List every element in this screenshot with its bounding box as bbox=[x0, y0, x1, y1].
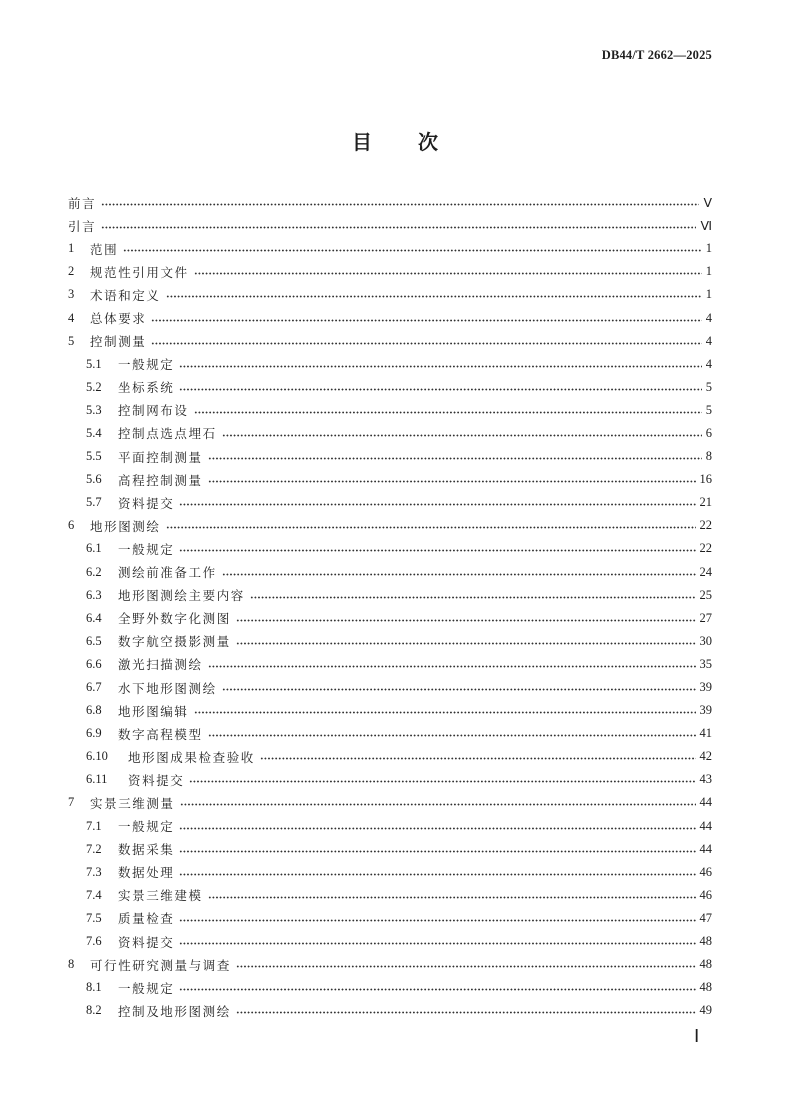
dot-leader bbox=[194, 711, 696, 714]
toc-entry-page: 46 bbox=[699, 887, 712, 902]
dot-leader bbox=[101, 203, 699, 206]
toc-entry-number: 8 bbox=[68, 957, 75, 972]
toc-entry-page: 4 bbox=[705, 356, 712, 371]
dot-leader bbox=[236, 965, 695, 968]
table-of-contents bbox=[68, 191, 712, 1022]
dot-leader bbox=[166, 295, 702, 298]
dot-leader bbox=[179, 942, 695, 945]
toc-entry-title: 一般规定 bbox=[118, 980, 175, 996]
toc-entry bbox=[68, 861, 712, 884]
toc-entry-title: 地形图测绘主要内容 bbox=[118, 588, 245, 604]
toc-entry-title: 平面控制测量 bbox=[118, 449, 203, 465]
toc-entry-number: 6.11 bbox=[86, 772, 108, 787]
toc-entry bbox=[68, 561, 712, 584]
dot-leader bbox=[208, 896, 696, 899]
toc-entry-number: 5.2 bbox=[86, 379, 102, 394]
toc-entry-page: 4 bbox=[705, 310, 712, 325]
toc-entry-page: 21 bbox=[699, 495, 712, 510]
dot-leader bbox=[222, 688, 696, 691]
toc-entry-number: 2 bbox=[68, 264, 75, 279]
toc-entry-number: 6.9 bbox=[86, 726, 102, 741]
toc-entry bbox=[68, 976, 712, 999]
toc-entry bbox=[68, 999, 712, 1022]
dot-leader bbox=[260, 757, 696, 760]
toc-entry bbox=[68, 491, 712, 514]
dot-leader bbox=[236, 642, 696, 645]
toc-entry-number: 5.7 bbox=[86, 495, 102, 510]
dot-leader bbox=[179, 827, 695, 830]
toc-entry bbox=[68, 653, 712, 676]
toc-entry bbox=[68, 468, 712, 491]
toc-entry bbox=[68, 768, 712, 791]
toc-entry-page: 6 bbox=[705, 425, 712, 440]
toc-entry-title: 一般规定 bbox=[118, 357, 175, 373]
toc-entry-page: 47 bbox=[699, 910, 712, 925]
toc-entry-number: 5.1 bbox=[86, 356, 102, 371]
toc-entry-number: 6 bbox=[68, 518, 75, 533]
toc-entry bbox=[68, 884, 712, 907]
dot-leader bbox=[179, 988, 695, 991]
dot-leader bbox=[151, 342, 701, 345]
toc-entry-title: 引言 bbox=[68, 218, 97, 234]
dot-leader bbox=[194, 411, 702, 414]
toc-entry-number: 6.4 bbox=[86, 610, 102, 625]
toc-entry-page: 25 bbox=[699, 587, 712, 602]
toc-entry-title: 范围 bbox=[90, 241, 119, 257]
dot-leader bbox=[179, 919, 695, 922]
toc-entry-title: 总体要求 bbox=[90, 311, 147, 327]
toc-entry bbox=[68, 791, 712, 814]
toc-entry-number: 7.3 bbox=[86, 864, 102, 879]
toc-entry-number: 3 bbox=[68, 287, 75, 302]
toc-entry-title: 实景三维测量 bbox=[90, 795, 175, 811]
toc-entry bbox=[68, 376, 712, 399]
toc-entry-page: 35 bbox=[699, 656, 712, 671]
toc-entry-number: 6.10 bbox=[86, 749, 108, 764]
toc-entry bbox=[68, 907, 712, 930]
toc-entry bbox=[68, 838, 712, 861]
toc-entry-number: 7.6 bbox=[86, 934, 102, 949]
toc-entry-number: 8.2 bbox=[86, 1003, 102, 1018]
toc-entry-number: 6.7 bbox=[86, 680, 102, 695]
toc-entry-number: 7 bbox=[68, 795, 75, 810]
toc-entry-number: 5.3 bbox=[86, 402, 102, 417]
toc-entry-title: 坐标系统 bbox=[118, 380, 175, 396]
dot-leader bbox=[101, 226, 696, 229]
toc-entry-number: 7.2 bbox=[86, 841, 102, 856]
toc-entry-title: 一般规定 bbox=[118, 541, 175, 557]
dot-leader bbox=[179, 850, 695, 853]
toc-entry bbox=[68, 330, 712, 353]
dot-leader bbox=[123, 249, 702, 252]
footer-page-number: Ⅰ bbox=[694, 1026, 700, 1046]
dot-leader bbox=[180, 803, 696, 806]
dot-leader bbox=[179, 549, 695, 552]
toc-entry-page: 49 bbox=[699, 1003, 712, 1018]
toc-entry-page: 48 bbox=[699, 957, 712, 972]
toc-entry-number: 6.5 bbox=[86, 633, 102, 648]
toc-entry-number: 6.1 bbox=[86, 541, 102, 556]
toc-entry bbox=[68, 676, 712, 699]
toc-entry-number: 1 bbox=[68, 241, 75, 256]
toc-entry-page: 22 bbox=[699, 518, 712, 533]
toc-entry-number: 8.1 bbox=[86, 980, 102, 995]
dot-leader bbox=[194, 272, 702, 275]
dot-leader bbox=[166, 526, 696, 529]
dot-leader bbox=[189, 780, 695, 783]
document-number: DB44/T 2662—2025 bbox=[601, 48, 712, 62]
dot-leader bbox=[151, 319, 701, 322]
toc-entry-page: 8 bbox=[705, 449, 712, 464]
toc-entry-title: 地形图测绘 bbox=[90, 518, 161, 534]
toc-entry-number: 6.3 bbox=[86, 587, 102, 602]
toc-entry-title: 数字高程模型 bbox=[118, 726, 203, 742]
toc-entry-page: 4 bbox=[705, 333, 712, 348]
toc-entry-page: Ⅵ bbox=[700, 218, 712, 233]
toc-entry-page: 48 bbox=[699, 980, 712, 995]
toc-entry-title: 一般规定 bbox=[118, 819, 175, 835]
toc-entry-title: 前言 bbox=[68, 195, 97, 211]
toc-entry bbox=[68, 422, 712, 445]
toc-entry-title: 测绘前准备工作 bbox=[118, 565, 217, 581]
dot-leader bbox=[179, 873, 695, 876]
toc-entry-page: 1 bbox=[705, 241, 712, 256]
toc-entry-title: 数据处理 bbox=[118, 865, 175, 881]
toc-entry-title: 高程控制测量 bbox=[118, 472, 203, 488]
toc-entry bbox=[68, 283, 712, 306]
toc-entry bbox=[68, 260, 712, 283]
toc-entry-title: 规范性引用文件 bbox=[90, 264, 189, 280]
toc-entry-title: 资料提交 bbox=[118, 934, 175, 950]
toc-entry-title: 资料提交 bbox=[118, 495, 175, 511]
toc-entry bbox=[68, 191, 712, 214]
toc-entry-number: 4 bbox=[68, 310, 75, 325]
toc-entry-number: 5.5 bbox=[86, 449, 102, 464]
toc-entry bbox=[68, 445, 712, 468]
toc-entry bbox=[68, 930, 712, 953]
dot-leader bbox=[208, 480, 696, 483]
dot-leader bbox=[222, 573, 696, 576]
dot-leader bbox=[208, 457, 702, 460]
toc-entry bbox=[68, 607, 712, 630]
toc-entry-number: 5 bbox=[68, 333, 75, 348]
toc-entry-page: 22 bbox=[699, 541, 712, 556]
toc-entry-page: 41 bbox=[699, 726, 712, 741]
toc-entry-title: 地形图编辑 bbox=[118, 703, 189, 719]
toc-entry bbox=[68, 237, 712, 260]
toc-entry bbox=[68, 537, 712, 560]
toc-entry-page: 42 bbox=[699, 749, 712, 764]
toc-entry bbox=[68, 699, 712, 722]
toc-entry-page: 24 bbox=[699, 564, 712, 579]
toc-entry bbox=[68, 399, 712, 422]
dot-leader bbox=[208, 734, 696, 737]
toc-entry-page: 16 bbox=[699, 472, 712, 487]
toc-entry-page: 30 bbox=[699, 633, 712, 648]
toc-entry bbox=[68, 722, 712, 745]
toc-entry bbox=[68, 745, 712, 768]
dot-leader bbox=[236, 619, 696, 622]
dot-leader bbox=[179, 388, 701, 391]
toc-entry bbox=[68, 306, 712, 329]
toc-entry-title: 激光扫描测绘 bbox=[118, 657, 203, 673]
toc-entry-title: 控制网布设 bbox=[118, 403, 189, 419]
toc-entry-page: Ⅴ bbox=[703, 195, 712, 210]
toc-entry-number: 7.1 bbox=[86, 818, 102, 833]
toc-entry-title: 实景三维建模 bbox=[118, 888, 203, 904]
page-title: 目 次 bbox=[352, 130, 451, 154]
toc-entry-title: 控制点选点埋石 bbox=[118, 426, 217, 442]
toc-entry-number: 5.4 bbox=[86, 425, 102, 440]
toc-entry-page: 44 bbox=[699, 841, 712, 856]
toc-entry-number: 5.6 bbox=[86, 472, 102, 487]
toc-entry-number: 7.4 bbox=[86, 887, 102, 902]
dot-leader bbox=[208, 665, 696, 668]
toc-entry-page: 1 bbox=[705, 264, 712, 279]
toc-entry-number: 6.8 bbox=[86, 703, 102, 718]
dot-leader bbox=[222, 434, 702, 437]
toc-entry-title: 地形图成果检查验收 bbox=[128, 749, 255, 765]
toc-entry bbox=[68, 953, 712, 976]
toc-entry-page: 5 bbox=[705, 402, 712, 417]
toc-entry-page: 39 bbox=[699, 680, 712, 695]
toc-entry-title: 全野外数字化测图 bbox=[118, 611, 231, 627]
toc-entry-page: 44 bbox=[699, 795, 712, 810]
toc-entry-number: 6.6 bbox=[86, 656, 102, 671]
toc-entry-page: 46 bbox=[699, 864, 712, 879]
toc-entry-page: 43 bbox=[699, 772, 712, 787]
dot-leader bbox=[250, 596, 696, 599]
toc-entry-page: 48 bbox=[699, 934, 712, 949]
toc-entry-title: 控制及地形图测绘 bbox=[118, 1003, 231, 1019]
toc-entry-title: 术语和定义 bbox=[90, 287, 161, 303]
toc-entry-number: 6.2 bbox=[86, 564, 102, 579]
toc-entry-title: 可行性研究测量与调查 bbox=[90, 957, 232, 973]
toc-entry-title: 控制测量 bbox=[90, 334, 147, 350]
toc-entry-title: 资料提交 bbox=[128, 772, 185, 788]
toc-entry-page: 1 bbox=[705, 287, 712, 302]
toc-entry bbox=[68, 214, 712, 237]
toc-entry-title: 质量检查 bbox=[118, 911, 175, 927]
toc-entry-title: 数据采集 bbox=[118, 842, 175, 858]
toc-entry-page: 39 bbox=[699, 703, 712, 718]
dot-leader bbox=[179, 365, 701, 368]
dot-leader bbox=[236, 1011, 696, 1014]
toc-entry bbox=[68, 514, 712, 537]
toc-entry-page: 5 bbox=[705, 379, 712, 394]
toc-entry bbox=[68, 353, 712, 376]
toc-entry-title: 水下地形图测绘 bbox=[118, 680, 217, 696]
toc-entry bbox=[68, 630, 712, 653]
toc-entry-number: 7.5 bbox=[86, 910, 102, 925]
toc-entry-page: 27 bbox=[699, 610, 712, 625]
toc-entry bbox=[68, 815, 712, 838]
toc-entry-title: 数字航空摄影测量 bbox=[118, 634, 231, 650]
toc-entry-page: 44 bbox=[699, 818, 712, 833]
dot-leader bbox=[179, 503, 695, 506]
toc-entry bbox=[68, 584, 712, 607]
